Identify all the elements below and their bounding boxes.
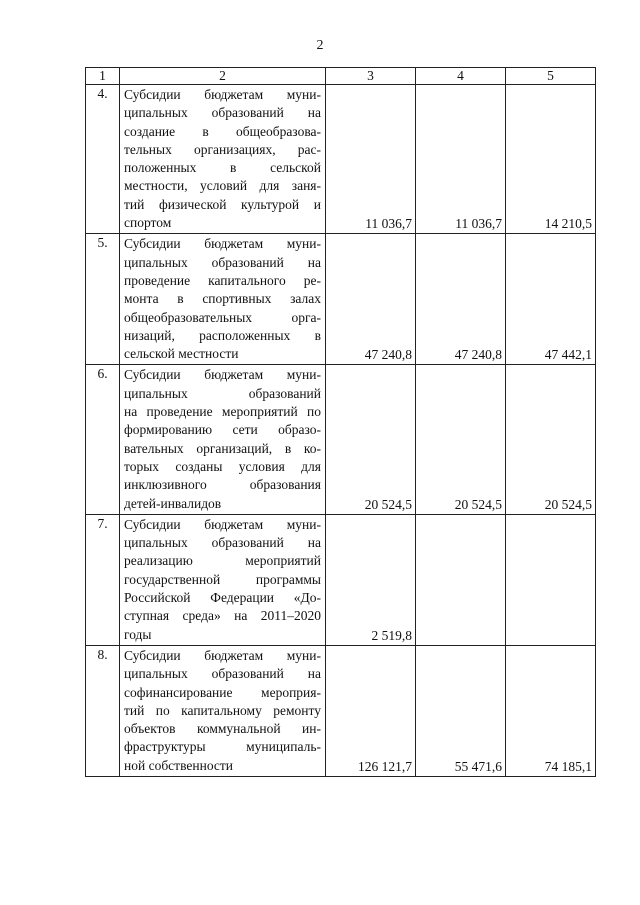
amount-col4: 20 524,5 bbox=[416, 365, 506, 514]
description-line: годы bbox=[124, 626, 152, 642]
row-number: 8. bbox=[86, 645, 120, 776]
column-number-1: 1 bbox=[86, 68, 120, 85]
amount-col4: 55 471,6 bbox=[416, 645, 506, 776]
description-line: Российской Федерации «До- bbox=[124, 590, 321, 606]
amount-col3: 47 240,8 bbox=[326, 234, 416, 365]
row-description bbox=[120, 85, 326, 234]
description-line: ципальных образований на bbox=[124, 254, 321, 270]
row-description bbox=[120, 645, 326, 776]
page-number: 2 bbox=[316, 38, 324, 53]
description-line: Субсидии бюджетам муни- bbox=[124, 516, 321, 532]
row-number: 5. bbox=[86, 234, 120, 365]
description-line: вательных организаций, в ко- bbox=[124, 440, 321, 456]
table-row bbox=[86, 514, 596, 645]
description-line: положенных в сельской bbox=[124, 160, 321, 176]
amount-col4: 47 240,8 bbox=[416, 234, 506, 365]
description-line: Субсидии бюджетам муни- bbox=[124, 367, 321, 383]
amount-col5: 14 210,5 bbox=[506, 85, 596, 234]
table-row bbox=[86, 365, 596, 514]
row-number: 7. bbox=[86, 514, 120, 645]
row-description bbox=[120, 234, 326, 365]
column-number-row bbox=[86, 68, 596, 85]
amount-col3: 126 121,7 bbox=[326, 645, 416, 776]
description-line: монта в спортивных залах bbox=[124, 291, 321, 307]
amount-col5: 20 524,5 bbox=[506, 365, 596, 514]
amount-col3: 20 524,5 bbox=[326, 365, 416, 514]
description-line: детей-инвалидов bbox=[124, 495, 222, 511]
description-line: тий физической культурой и bbox=[124, 196, 321, 212]
amount-col5 bbox=[506, 514, 596, 645]
table-row bbox=[86, 645, 596, 776]
description-line: ципальных образований на bbox=[124, 105, 321, 121]
description-line: низаций, расположенных в bbox=[124, 327, 321, 343]
amount-col5: 47 442,1 bbox=[506, 234, 596, 365]
description-line: государственной программы bbox=[124, 571, 321, 587]
amount-col3: 2 519,8 bbox=[326, 514, 416, 645]
row-number: 4. bbox=[86, 85, 120, 234]
description-line: сельской местности bbox=[124, 346, 239, 362]
description-line: реализацию мероприятий bbox=[124, 553, 321, 569]
amount-col3: 11 036,7 bbox=[326, 85, 416, 234]
description-line: ной собственности bbox=[124, 757, 234, 773]
description-line: софинансирование мероприя- bbox=[124, 684, 321, 700]
column-number-4: 4 bbox=[416, 68, 506, 85]
description-line: Субсидии бюджетам муни- bbox=[124, 87, 321, 102]
table-row bbox=[86, 234, 596, 365]
description-line: инклюзивного образования bbox=[124, 477, 321, 493]
description-line: тельных организациях, рас- bbox=[124, 141, 321, 157]
description-line: ципальных образований bbox=[124, 385, 321, 401]
description-line: местности, условий для заня- bbox=[124, 178, 321, 194]
description-line: ципальных образований на bbox=[124, 666, 321, 682]
description-line: торых созданы условия для bbox=[124, 458, 321, 474]
description-line: формированию сети образо- bbox=[124, 422, 321, 438]
description-line: общеобразовательных орга- bbox=[124, 309, 321, 325]
table-row bbox=[86, 85, 596, 234]
description-line: проведение капитального ре- bbox=[124, 272, 321, 288]
description-line: ципальных образований на bbox=[124, 535, 321, 551]
description-line: на проведение мероприятий по bbox=[124, 404, 321, 420]
row-number: 6. bbox=[86, 365, 120, 514]
budget-table bbox=[85, 67, 596, 777]
column-number-2: 2 bbox=[120, 68, 326, 85]
amount-col4 bbox=[416, 514, 506, 645]
row-description bbox=[120, 514, 326, 645]
description-line: Субсидии бюджетам муни- bbox=[124, 236, 321, 252]
description-line: создание в общеобразова- bbox=[124, 123, 321, 139]
amount-col5: 74 185,1 bbox=[506, 645, 596, 776]
description-line: спортом bbox=[124, 215, 172, 231]
description-line: объектов коммунальной ин- bbox=[124, 721, 321, 737]
row-description bbox=[120, 365, 326, 514]
column-number-3: 3 bbox=[326, 68, 416, 85]
description-line: тий по капитальному ремонту bbox=[124, 702, 321, 718]
description-line: Субсидии бюджетам муни- bbox=[124, 647, 321, 663]
amount-col4: 11 036,7 bbox=[416, 85, 506, 234]
column-number-5: 5 bbox=[506, 68, 596, 85]
description-line: фраструктуры муниципаль- bbox=[124, 739, 321, 755]
description-line: ступная среда» на 2011–2020 bbox=[124, 608, 321, 624]
